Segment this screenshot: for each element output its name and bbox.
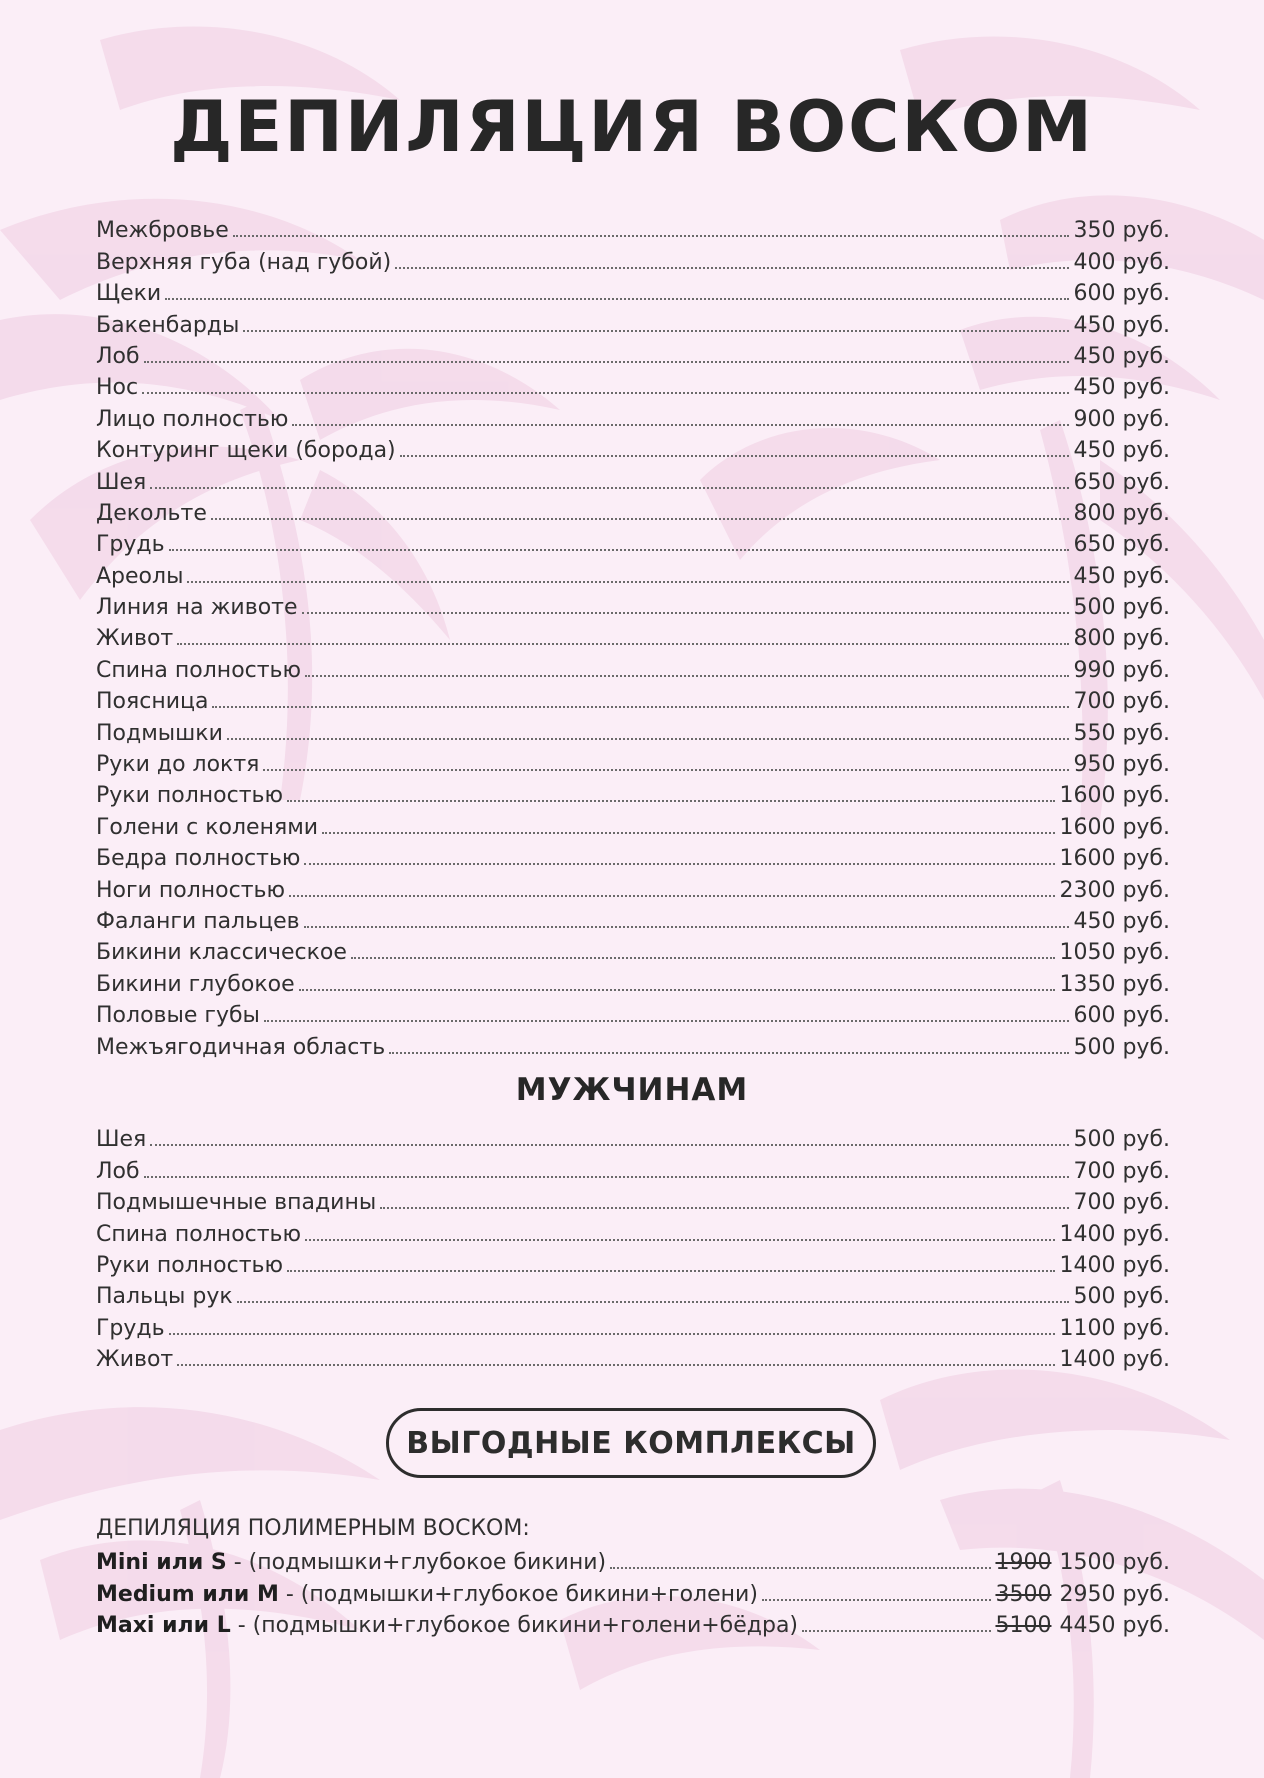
item-price: 450 руб. [1073,563,1170,589]
women-price-row [96,557,1170,588]
combo-row [96,1544,1170,1575]
item-price: 1400 руб. [1059,1221,1170,1247]
item-name: Нос [96,375,139,401]
dot-leader [395,267,1069,269]
item-name: Межъягодичная область [96,1034,386,1060]
men-section-title: МУЖЧИНАМ [515,1072,749,1108]
dot-leader [287,800,1055,802]
item-name: Руки до локтя [96,752,260,778]
item-price: 800 руб. [1073,626,1170,652]
item-price: 650 руб. [1073,469,1170,495]
item-price: 1600 руб. [1059,814,1170,840]
combo-row [96,1607,1170,1638]
item-price: 450 руб. [1073,375,1170,401]
item-price: 450 руб. [1073,312,1170,338]
women-price-list [96,212,1170,1060]
old-price: 3500 [995,1581,1052,1607]
combo-size: Maxi или L [96,1613,231,1639]
combo-description: - (подмышки+глубокое бикини+голени+бёдра) [230,1613,799,1639]
combo-price-list [96,1544,1170,1638]
women-price-row [96,369,1170,400]
dot-leader [150,487,1069,489]
dot-leader [292,424,1069,426]
dot-leader [299,989,1056,991]
dot-leader [264,1020,1070,1022]
dot-leader [165,298,1069,300]
dot-leader [212,706,1069,708]
item-price: 500 руб. [1073,1127,1170,1153]
item-price: 650 руб. [1073,532,1170,558]
dot-leader [322,832,1055,834]
item-price: 800 руб. [1073,500,1170,526]
item-name: Щеки [96,281,162,307]
combo-row [96,1575,1170,1606]
item-name: Лицо полностью [96,406,289,432]
women-price-row [96,871,1170,902]
item-name: Голени с коленями [96,814,319,840]
dot-leader [144,1176,1070,1178]
men-price-list [96,1121,1170,1372]
item-price: 450 руб. [1073,908,1170,934]
dot-leader [304,926,1070,928]
item-price: 400 руб. [1073,249,1170,275]
item-name: Ноги полностью [96,877,285,903]
dot-leader [380,1207,1069,1209]
dot-leader [144,361,1070,363]
combo-name [96,1550,606,1575]
dot-leader [142,392,1069,394]
new-price: 4450 руб. [1059,1613,1170,1639]
item-price: 600 руб. [1073,281,1170,307]
women-price-row [96,495,1170,526]
item-price: 990 руб. [1073,657,1170,683]
dot-leader [169,1333,1056,1335]
dot-leader [287,1270,1055,1272]
item-price: 450 руб. [1073,438,1170,464]
dot-leader [610,1567,991,1569]
page-title: ДЕПИЛЯЦИЯ ВОСКОМ [170,86,1094,168]
combo-name [96,1613,798,1638]
dot-leader [351,957,1056,959]
item-name: Бикини классическое [96,940,347,966]
item-name: Шея [96,469,147,495]
item-name: Пальцы рук [96,1284,233,1310]
women-price-row [96,589,1170,620]
combo-heading: ДЕПИЛЯЦИЯ ПОЛИМЕРНЫМ ВОСКОМ: [96,1516,530,1541]
dot-leader [802,1630,991,1632]
item-price: 1050 руб. [1059,940,1170,966]
women-price-row [96,934,1170,965]
women-price-row [96,432,1170,463]
women-price-row [96,997,1170,1028]
item-name: Подмышечные впадины [96,1190,377,1216]
item-name: Руки полностью [96,783,284,809]
item-name: Бакенбарды [96,312,240,338]
dot-leader [305,675,1069,677]
dot-leader [211,518,1070,520]
item-price: 1600 руб. [1059,783,1170,809]
dot-leader [177,643,1069,645]
dot-leader [243,330,1069,332]
dot-leader [233,235,1070,237]
item-name: Подмышки [96,720,223,746]
combo-price [995,1613,1170,1638]
men-price-row [96,1247,1170,1278]
item-name: Бедра полностью [96,846,301,872]
dot-leader [762,1599,992,1601]
women-price-row [96,840,1170,871]
item-name: Половые губы [96,1003,260,1029]
dot-leader [169,549,1070,551]
dot-leader [305,1239,1055,1241]
item-price: 700 руб. [1073,1190,1170,1216]
women-price-row [96,1028,1170,1059]
item-name: Спина полностью [96,1221,302,1247]
men-price-row [96,1121,1170,1152]
women-price-row [96,400,1170,431]
item-name: Живот [96,1347,174,1373]
item-price: 500 руб. [1073,1034,1170,1060]
dot-leader [263,769,1069,771]
combo-size: Medium или M [96,1581,279,1607]
item-price: 550 руб. [1073,720,1170,746]
dot-leader [150,1144,1069,1146]
women-price-row [96,746,1170,777]
men-price-row [96,1215,1170,1246]
item-price: 1400 руб. [1059,1252,1170,1278]
item-name: Руки полностью [96,1252,284,1278]
item-name: Грудь [96,1315,165,1341]
combo-description: - (подмышки+глубокое бикини+голени) [278,1581,758,1607]
item-name: Спина полностью [96,657,302,683]
combo-size: Mini или S [96,1550,227,1576]
combo-description: - (подмышки+глубокое бикини) [226,1550,607,1576]
women-price-row [96,683,1170,714]
new-price: 1500 руб. [1059,1550,1170,1576]
women-price-row [96,275,1170,306]
women-price-row [96,965,1170,996]
dot-leader [304,863,1055,865]
men-price-row [96,1309,1170,1340]
item-name: Верхняя губа (над губой) [96,249,392,275]
dot-leader [187,581,1069,583]
dot-leader [237,1301,1070,1303]
item-price: 600 руб. [1073,1003,1170,1029]
item-price: 1600 руб. [1059,846,1170,872]
women-price-row [96,903,1170,934]
item-name: Декольте [96,500,207,526]
women-price-row [96,306,1170,337]
new-price: 2950 руб. [1059,1581,1170,1607]
women-price-row [96,463,1170,494]
men-price-row [96,1278,1170,1309]
women-price-row [96,212,1170,243]
item-price: 1350 руб. [1059,971,1170,997]
combo-name [96,1582,758,1607]
item-price: 950 руб. [1073,752,1170,778]
men-price-row [96,1341,1170,1372]
item-name: Бикини глубокое [96,971,295,997]
combo-price [995,1550,1170,1575]
item-price: 2300 руб. [1059,877,1170,903]
men-price-row [96,1152,1170,1183]
item-name: Лоб [96,343,140,369]
item-price: 500 руб. [1073,595,1170,621]
men-price-row [96,1184,1170,1215]
women-price-row [96,526,1170,557]
item-price: 1400 руб. [1059,1347,1170,1373]
item-name: Грудь [96,532,165,558]
women-price-row [96,620,1170,651]
item-name: Линия на животе [96,595,298,621]
item-price: 900 руб. [1073,406,1170,432]
dot-leader [177,1364,1055,1366]
dot-leader [302,612,1070,614]
women-price-row [96,808,1170,839]
item-price: 350 руб. [1073,218,1170,244]
combos-button[interactable]: ВЫГОДНЫЕ КОМПЛЕКСЫ [386,1408,876,1478]
dot-leader [400,455,1070,457]
old-price: 1900 [995,1550,1052,1576]
item-name: Шея [96,1127,147,1153]
old-price: 5100 [995,1613,1052,1639]
item-name: Лоб [96,1158,140,1184]
item-price: 700 руб. [1073,1158,1170,1184]
women-price-row [96,243,1170,274]
item-price: 500 руб. [1073,1284,1170,1310]
item-name: Поясница [96,689,209,715]
item-name: Фаланги пальцев [96,908,300,934]
women-price-row [96,651,1170,682]
women-price-row [96,714,1170,745]
dot-leader [227,738,1070,740]
women-price-row [96,338,1170,369]
item-price: 1100 руб. [1059,1315,1170,1341]
item-name: Живот [96,626,174,652]
dot-leader [389,1052,1069,1054]
item-price: 700 руб. [1073,689,1170,715]
item-name: Контуринг щеки (борода) [96,438,396,464]
combo-price [995,1582,1170,1607]
dot-leader [289,895,1055,897]
item-price: 450 руб. [1073,343,1170,369]
item-name: Межбровье [96,218,229,244]
women-price-row [96,777,1170,808]
item-name: Ареолы [96,563,184,589]
